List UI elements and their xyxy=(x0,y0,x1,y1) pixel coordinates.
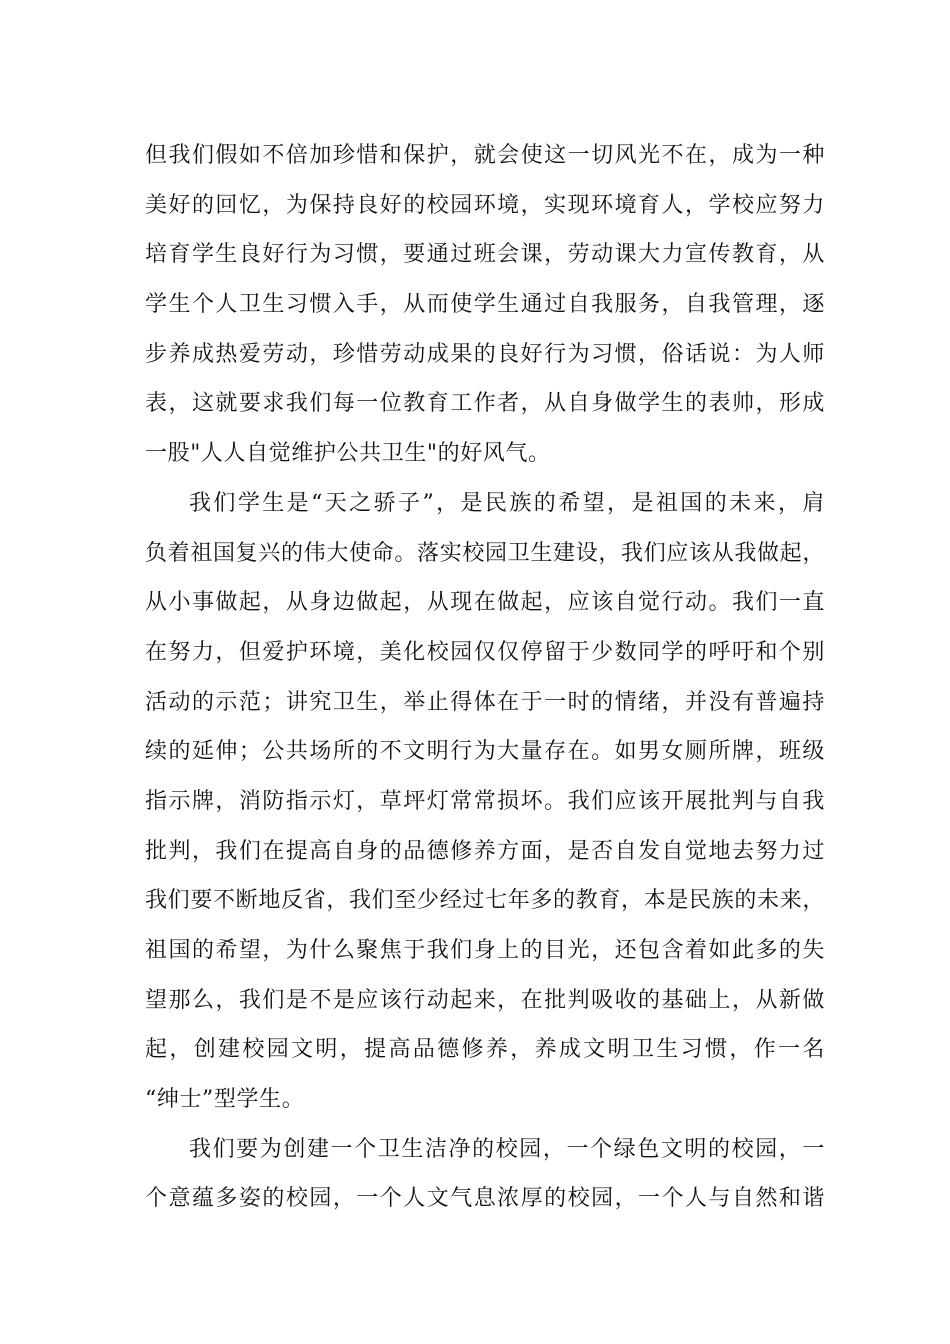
text-line: 我们要为创建一个卫生洁净的校园，一个绿色文明的校园，一 xyxy=(189,1136,825,1162)
text-line: 续的延伸；公共场所的不文明行为大量存在。如男女厕所牌，班级 xyxy=(145,739,825,765)
text-line: 我们要不断地反省，我们至少经过七年多的教育，本是民族的未来， xyxy=(145,888,825,914)
text-line: 培育学生良好行为习惯，要通过班会课，劳动课大力宣传教育，从 xyxy=(145,242,825,268)
text-line: 在努力，但爱护环境，美化校园仅仅停留于少数同学的呼吁和个别 xyxy=(145,639,825,665)
text-line: 指示牌，消防指示灯，草坪灯常常损坏。我们应该开展批判与自我 xyxy=(145,788,825,814)
paragraph-3 xyxy=(145,1125,825,1224)
paragraph-2 xyxy=(145,479,825,1125)
text-line: 从小事做起，从身边做起，从现在做起，应该自觉行动。我们一直 xyxy=(145,590,825,616)
text-line: 祖国的希望，为什么聚焦于我们身上的目光，还包含着如此多的失 xyxy=(145,938,825,963)
text-line: 表，这就要求我们每一位教育工作者，从自身做学生的表帅，形成 xyxy=(145,391,825,417)
text-line: “绅士”型学生。 xyxy=(145,1087,305,1113)
text-line: 我们学生是“天之骄子”，是民族的希望，是祖国的未来，肩 xyxy=(189,490,825,516)
text-line: 一股"人人自觉维护公共卫生"的好风气。 xyxy=(145,441,551,467)
text-line: 负着祖国复兴的伟大使命。落实校园卫生建设，我们应该从我做起， xyxy=(145,540,825,566)
text-line: 但我们假如不倍加珍惜和保护，就会使这一切风光不在，成为一种 xyxy=(145,143,825,168)
text-line: 学生个人卫生习惯入手，从而使学生通过自我服务，自我管理，逐 xyxy=(145,292,825,318)
text-line: 起，创建校园文明，提高品德修养，养成文明卫生习惯，作一名 xyxy=(145,1037,825,1063)
text-line: 步养成热爱劳动，珍惜劳动成果的良好行为习惯，俗话说：为人师 xyxy=(145,341,825,367)
text-line: 美好的回忆，为保持良好的校园环境，实现环境育人，学校应努力 xyxy=(145,192,825,218)
text-line: 个意蕴多姿的校园，一个人文气息浓厚的校园，一个人与自然和谐 xyxy=(145,1186,825,1212)
text-line: 活动的示范；讲究卫生，举止得体在于一时的情绪，并没有普遍持 xyxy=(145,689,825,715)
text-line: 望那么，我们是不是应该行动起来，在批判吸收的基础上，从新做 xyxy=(145,987,825,1013)
document-body xyxy=(145,131,825,1224)
paragraph-1 xyxy=(145,131,825,479)
text-line: 批判，我们在提高自身的品德修养方面，是否自发自觉地去努力过 xyxy=(145,838,825,864)
